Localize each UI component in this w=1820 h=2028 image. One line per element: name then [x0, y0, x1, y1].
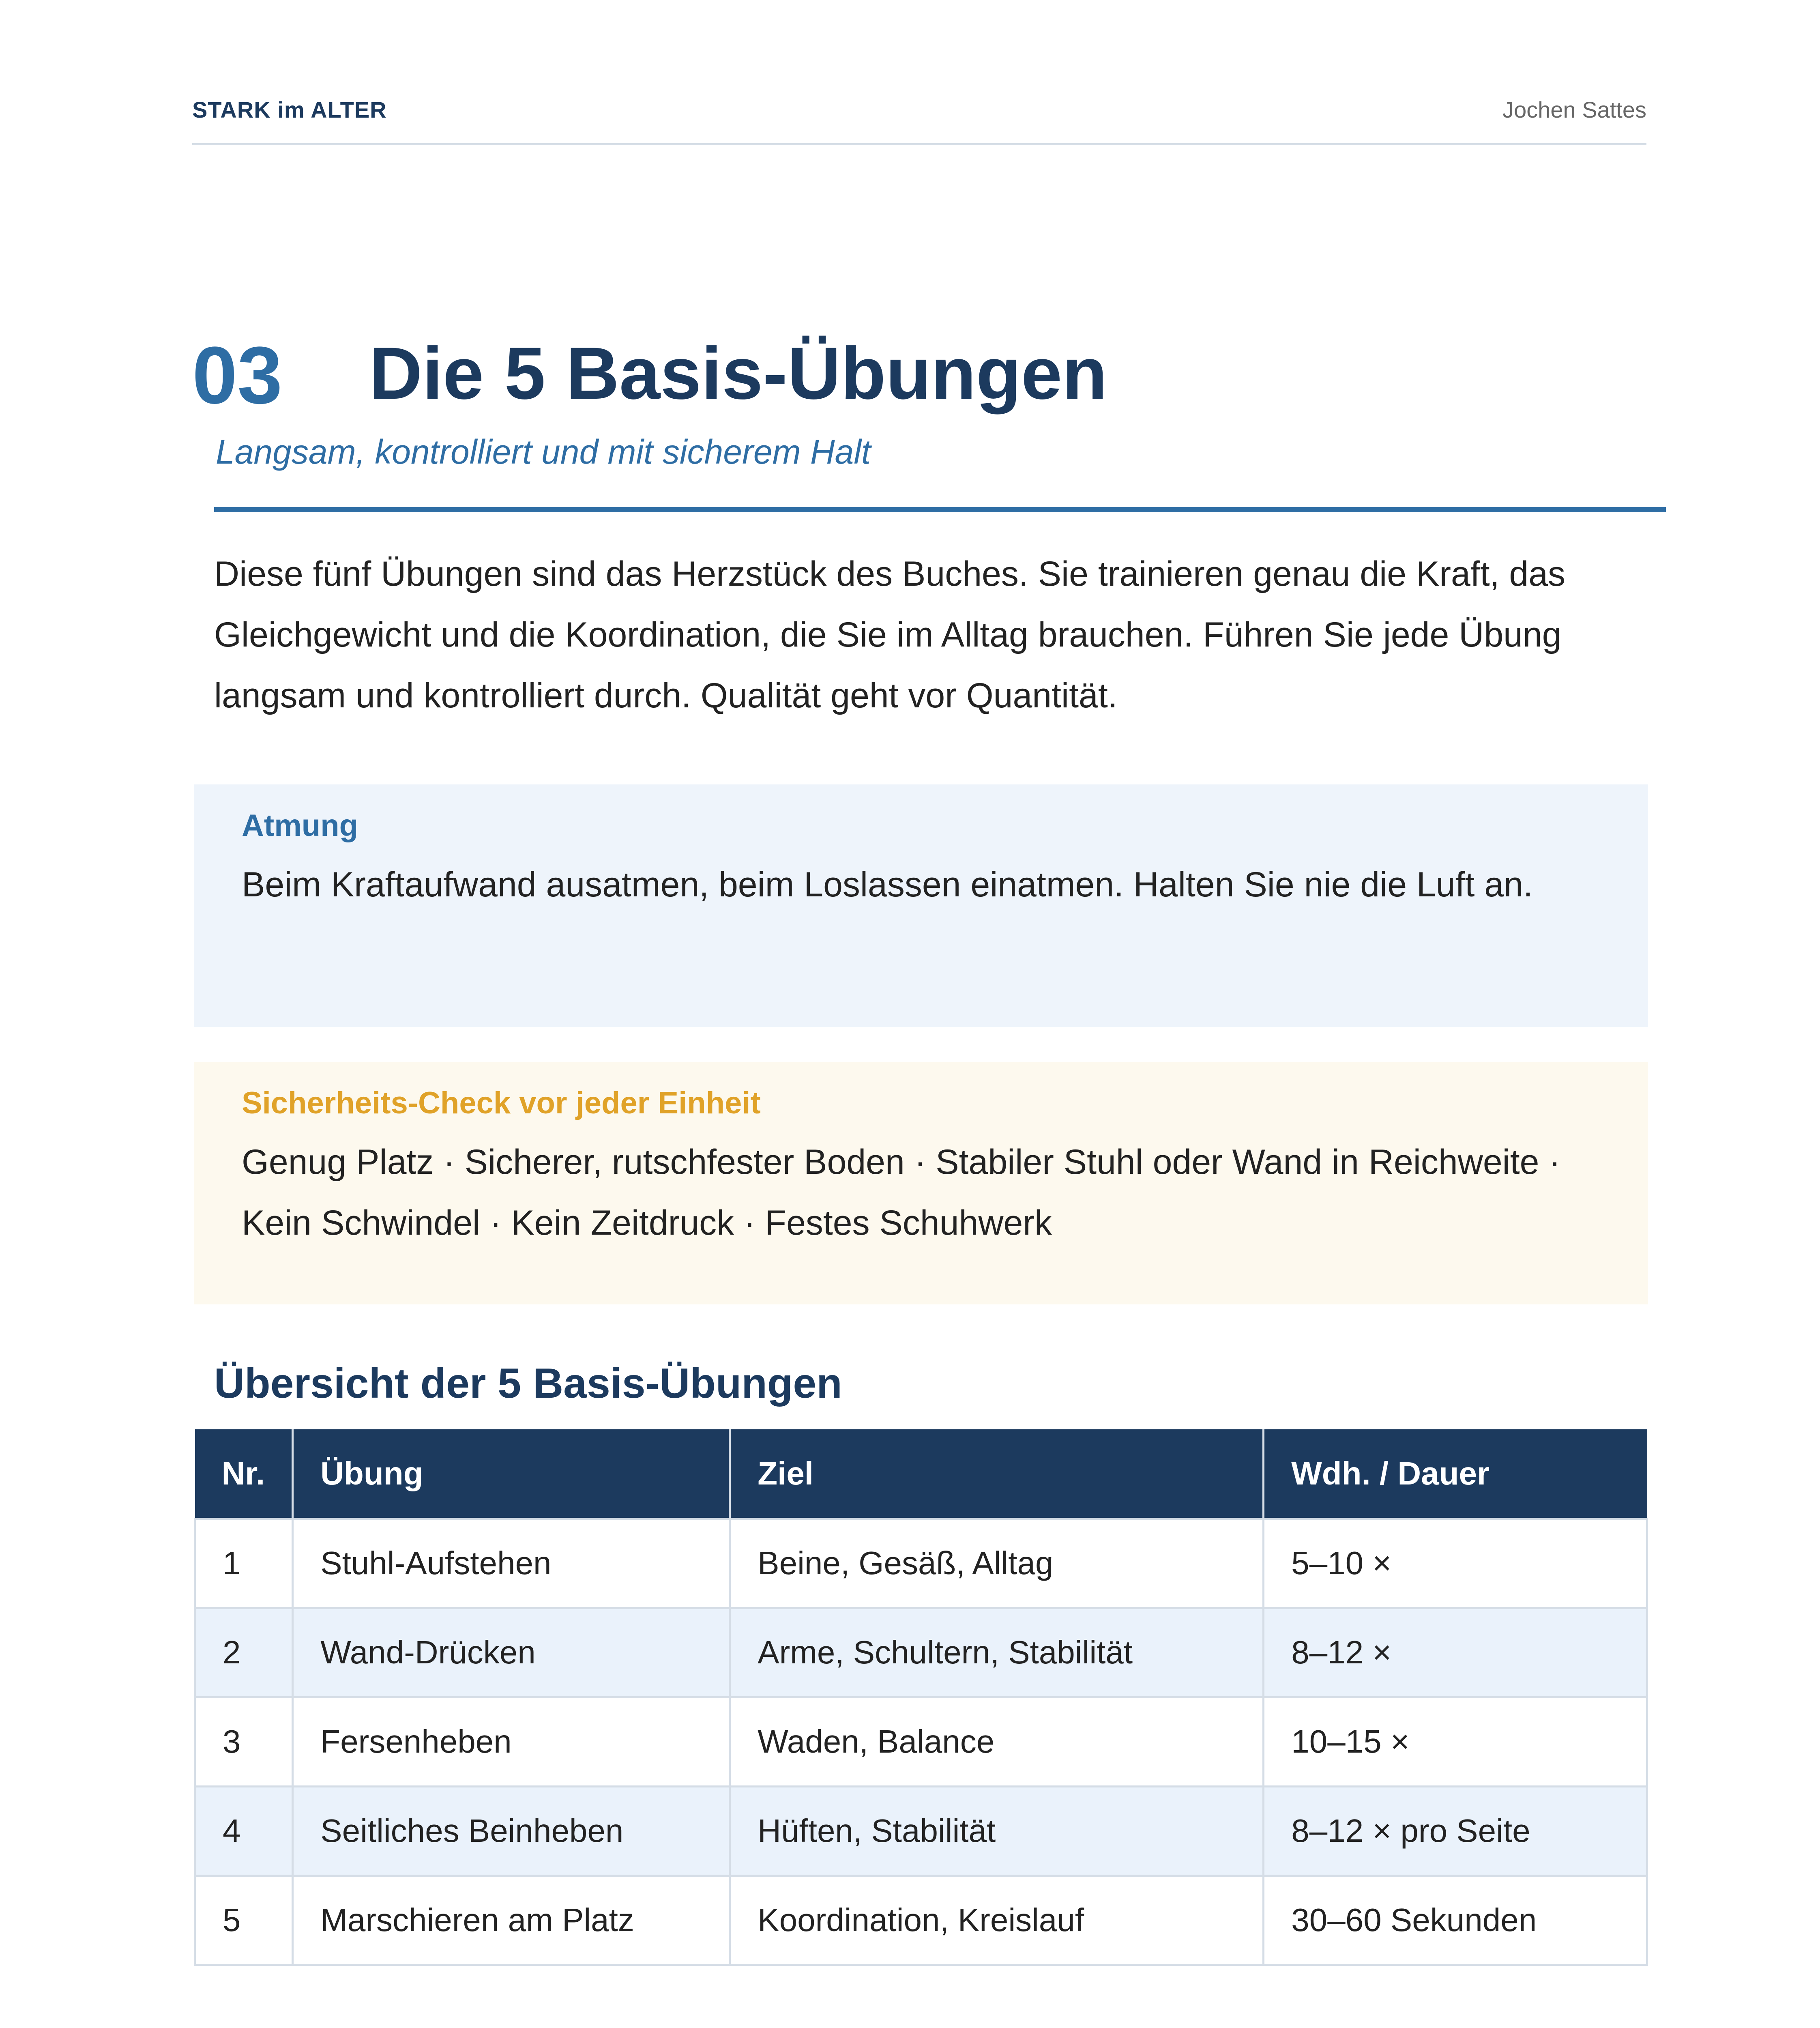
column-header-reps: Wdh. / Dauer: [1264, 1429, 1647, 1519]
cell-nr: 4: [195, 1786, 293, 1875]
cell-reps: 8–12 ×: [1264, 1608, 1647, 1697]
cell-reps: 5–10 ×: [1264, 1519, 1647, 1608]
cell-goal: Waden, Balance: [730, 1697, 1264, 1786]
cell-nr: 2: [195, 1608, 293, 1697]
chapter-title: Die 5 Basis-Übungen: [369, 332, 1107, 415]
cell-goal: Koordination, Kreislauf: [730, 1875, 1264, 1965]
breathing-info-box: [194, 784, 1648, 1027]
breathing-box-body: Beim Kraftaufwand ausatmen, beim Loslassen einatmen. Halten Sie nie die Luft an.: [242, 865, 1533, 904]
breathing-box-title: Atmung: [242, 808, 358, 843]
cell-goal: Hüften, Stabilität: [730, 1786, 1264, 1875]
column-header-goal: Ziel: [730, 1429, 1264, 1519]
chapter-number: 03: [192, 330, 283, 421]
cell-exercise: Marschieren am Platz: [293, 1875, 730, 1965]
running-header: [192, 97, 1646, 145]
cell-exercise: Stuhl-Aufstehen: [293, 1519, 730, 1608]
author-name: Jochen Sattes: [1502, 97, 1646, 122]
cell-nr: 5: [195, 1875, 293, 1965]
cell-nr: 3: [195, 1697, 293, 1786]
table-row: [195, 1608, 1647, 1697]
safety-box-title: Sicherheits-Check vor jeder Einheit: [242, 1086, 761, 1120]
title-divider: [214, 507, 1666, 512]
chapter-subtitle: Langsam, kontrolliert und mit sicherem Halt: [216, 433, 871, 471]
column-header-nr: Nr.: [195, 1429, 293, 1519]
cell-exercise: Wand-Drücken: [293, 1608, 730, 1697]
cell-exercise: Fersenheben: [293, 1697, 730, 1786]
safety-box-body: Genug Platz · Sicherer, rutschfester Boden · Stabiler Stuhl oder Wand in Reichweite · Kein Schwindel · Kein Zeitdruck · Festes Schuhwerk: [242, 1143, 1561, 1242]
cell-reps: 10–15 ×: [1264, 1697, 1647, 1786]
column-header-exercise: Übung: [293, 1429, 730, 1519]
table-row: [195, 1875, 1647, 1965]
table-row: [195, 1697, 1647, 1786]
table-row: [195, 1786, 1647, 1875]
cell-nr: 1: [195, 1519, 293, 1608]
cell-goal: Beine, Gesäß, Alltag: [730, 1519, 1264, 1608]
cell-goal: Arme, Schultern, Stabilität: [730, 1608, 1264, 1697]
cell-exercise: Seitliches Beinheben: [293, 1786, 730, 1875]
table-row: [195, 1519, 1647, 1608]
table-heading: Übersicht der 5 Basis-Übungen: [214, 1360, 842, 1407]
safety-check-box: [194, 1062, 1648, 1304]
cell-reps: 30–60 Sekunden: [1264, 1875, 1647, 1965]
exercise-overview-table: [194, 1429, 1648, 1966]
table-header-row: [195, 1429, 1647, 1519]
book-title: STARK im ALTER: [192, 97, 387, 122]
intro-paragraph: Diese fünf Übungen sind das Herzstück des Buches. Sie trainieren genau die Kraft, das Gleichgewicht und die Koordination, die Sie im Alltag brauchen. Führen Sie jede Übung langsam und kontrolliert durch. Qualität geht vor Quantität.: [214, 554, 1566, 715]
cell-reps: 8–12 × pro Seite: [1264, 1786, 1647, 1875]
